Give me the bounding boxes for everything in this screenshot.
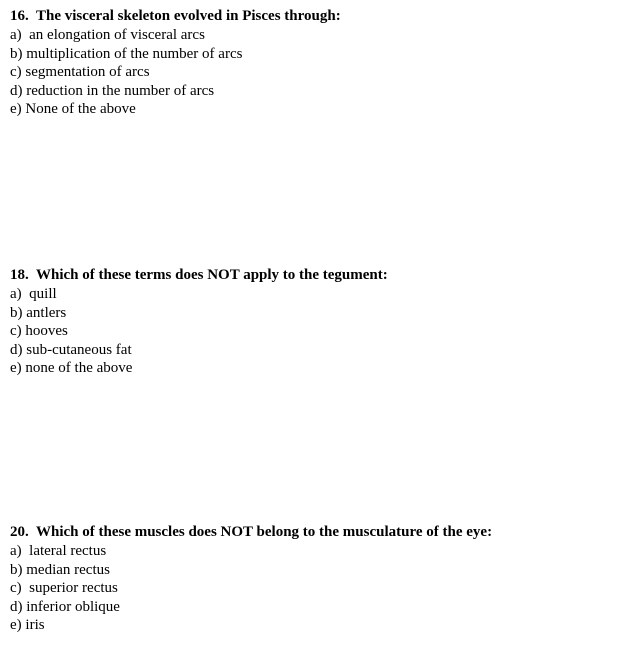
question-16-option-a: a) an elongation of visceral arcs bbox=[10, 27, 205, 43]
question-20-option-d: d) inferior oblique bbox=[10, 598, 120, 615]
question-20-option-a: a) lateral rectus bbox=[10, 543, 107, 559]
question-20-option-e: e) iris bbox=[10, 617, 45, 634]
question-18-option-a: a) quill bbox=[10, 286, 57, 302]
question-20-title: 20. Which of these muscles does NOT belong to the musculature of the eye: bbox=[10, 524, 493, 540]
question-18 bbox=[10, 266, 610, 378]
question-18-option-e: e) none of the above bbox=[10, 360, 133, 377]
question-20-option-c: c) superior rectus bbox=[10, 580, 118, 597]
question-20 bbox=[10, 523, 610, 635]
question-20-option-b: b) median rectus bbox=[10, 561, 110, 578]
question-16-title: 16. The visceral skeleton evolved in Pisces through: bbox=[10, 8, 341, 24]
question-18-option-b: b) antlers bbox=[10, 304, 67, 321]
question-16-option-b: b) multiplication of the number of arcs bbox=[10, 45, 243, 62]
question-16-option-d: d) reduction in the number of arcs bbox=[10, 82, 215, 99]
question-16 bbox=[10, 7, 610, 119]
question-18-option-d: d) sub-cutaneous fat bbox=[10, 341, 132, 358]
question-18-option-c: c) hooves bbox=[10, 323, 68, 340]
question-16-option-c: c) segmentation of arcs bbox=[10, 64, 150, 81]
question-16-option-e: e) None of the above bbox=[10, 101, 136, 118]
question-18-title: 18. Which of these terms does NOT apply to the tegument: bbox=[10, 267, 388, 283]
